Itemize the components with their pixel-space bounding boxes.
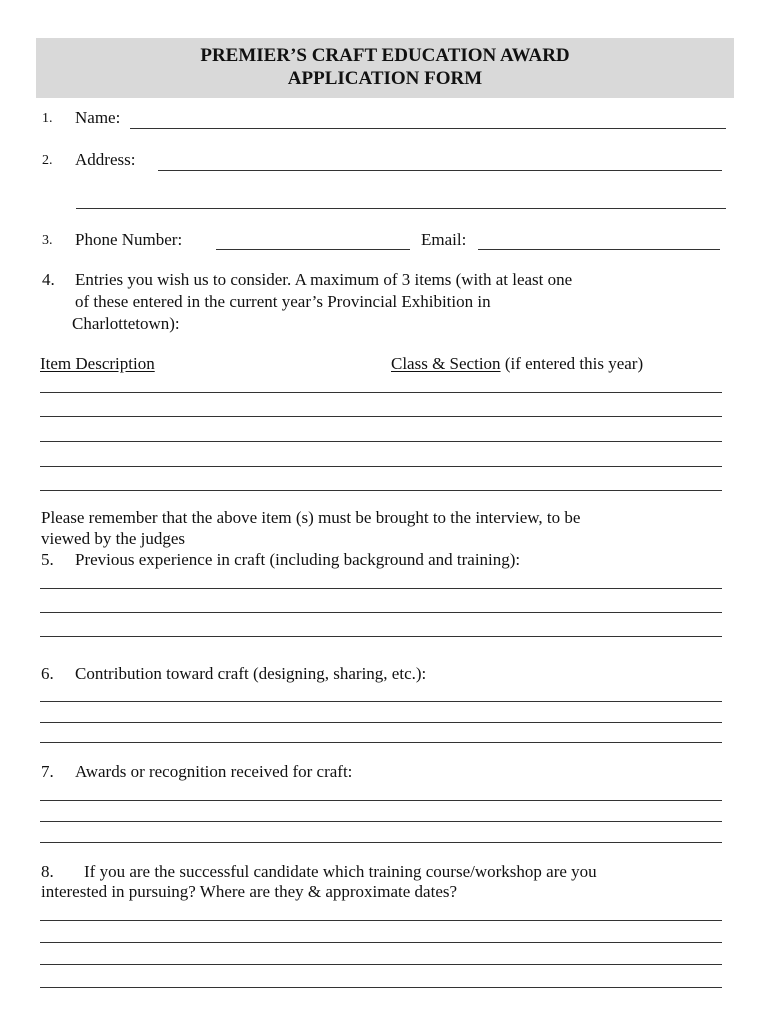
- q2-address-label: Address:: [75, 150, 136, 169]
- q5-label: Previous experience in craft (including background and training):: [75, 550, 521, 569]
- q3-email-label: Email:: [421, 230, 467, 249]
- q8-answer-line-3[interactable]: [40, 964, 722, 965]
- q4-text-line-2: of these entered in the current year’s Provincial Exhibition in: [75, 292, 491, 311]
- name-field-line[interactable]: [130, 128, 726, 129]
- q7-answer-line-3[interactable]: [40, 842, 722, 843]
- class-section-header-text: Class & Section: [391, 354, 501, 373]
- q6-label: Contribution toward craft (designing, sharing, etc.):: [75, 664, 427, 683]
- q6-answer-line-2[interactable]: [40, 722, 722, 723]
- q6-answer-line-1[interactable]: [40, 701, 722, 702]
- q3-phone-label: Phone Number:: [75, 230, 183, 249]
- q1-number: 1.: [42, 111, 53, 126]
- q6-number: 6.: [41, 664, 54, 683]
- item-entry-line-1[interactable]: [40, 392, 722, 393]
- item-entry-line-3[interactable]: [40, 441, 722, 442]
- q8-answer-line-1[interactable]: [40, 920, 722, 921]
- q5-answer-line-2[interactable]: [40, 612, 722, 613]
- q4-number: 4.: [42, 270, 55, 289]
- class-section-header: [391, 354, 643, 374]
- form-title-banner: [36, 38, 734, 98]
- address-field-line-1[interactable]: [158, 170, 722, 171]
- reminder-text-line-2: viewed by the judges: [41, 529, 185, 548]
- q8-text-line-2: interested in pursuing? Where are they & approximate dates?: [41, 882, 458, 901]
- address-field-line-2[interactable]: [76, 208, 726, 209]
- form-title-line-1: PREMIER’S CRAFT EDUCATION AWARD: [200, 45, 570, 66]
- q4-text-line-3: Charlottetown):: [72, 314, 180, 333]
- item-entry-line-4[interactable]: [40, 466, 722, 467]
- q2-number: 2.: [42, 153, 53, 168]
- q7-label: Awards or recognition received for craft:: [75, 762, 353, 781]
- q1-name-label: Name:: [75, 108, 121, 127]
- item-description-header: Item Description: [40, 354, 155, 373]
- q7-number: 7.: [41, 762, 54, 781]
- q6-answer-line-3[interactable]: [40, 742, 722, 743]
- email-field-line[interactable]: [478, 249, 720, 250]
- q4-text-line-1: Entries you wish us to consider. A maximum of 3 items (with at least one: [75, 270, 573, 289]
- q3-number: 3.: [42, 233, 53, 248]
- q8-answer-line-4[interactable]: [40, 987, 722, 988]
- q5-answer-line-3[interactable]: [40, 636, 722, 637]
- item-entry-line-5[interactable]: [40, 490, 722, 491]
- q7-answer-line-1[interactable]: [40, 800, 722, 801]
- phone-field-line[interactable]: [216, 249, 410, 250]
- q5-answer-line-1[interactable]: [40, 588, 722, 589]
- q5-number: 5.: [41, 550, 54, 569]
- q8-answer-line-2[interactable]: [40, 942, 722, 943]
- q7-answer-line-2[interactable]: [40, 821, 722, 822]
- reminder-text-line-1: Please remember that the above item (s) must be brought to the interview, to be: [41, 508, 581, 527]
- q8-number: 8.: [41, 862, 54, 881]
- item-entry-line-2[interactable]: [40, 416, 722, 417]
- q8-text-line-1: If you are the successful candidate which training course/workshop are you: [84, 862, 597, 881]
- form-title-line-2: APPLICATION FORM: [287, 68, 483, 89]
- class-section-header-note: (if entered this year): [500, 354, 644, 373]
